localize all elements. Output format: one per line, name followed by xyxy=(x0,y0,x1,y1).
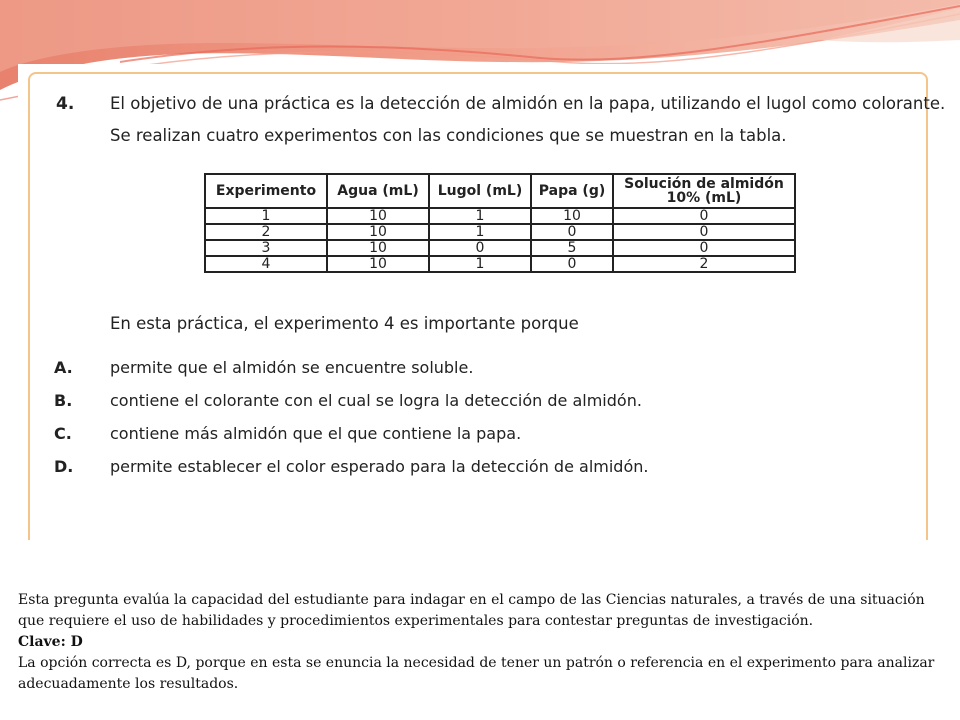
option-letter: B. xyxy=(54,391,73,410)
option-text: permite que el almidón se encuentre soluble. xyxy=(110,358,474,377)
header-experimento: Experimento xyxy=(205,174,327,208)
table-row xyxy=(205,224,795,240)
table-cell: 5 xyxy=(531,240,613,256)
table-cell: 0 xyxy=(531,224,613,240)
header-papa: Papa (g) xyxy=(531,174,613,208)
table-cell: 10 xyxy=(327,240,429,256)
option-letter: D. xyxy=(54,457,74,476)
question-stem-line-2: Se realizan cuatro experimentos con las condiciones que se muestran en la tabla. xyxy=(110,126,787,145)
table-cell: 0 xyxy=(613,224,795,240)
table-cell: 2 xyxy=(205,224,327,240)
question-slide xyxy=(18,64,946,540)
table-cell: 0 xyxy=(429,240,531,256)
table-cell: 10 xyxy=(531,208,613,224)
table-row xyxy=(205,256,795,272)
experiment-table xyxy=(204,173,796,273)
option-text: contiene más almidón que el que contiene la papa. xyxy=(110,424,522,443)
table-row xyxy=(205,240,795,256)
table-row xyxy=(205,208,795,224)
answer-key: Clave: D xyxy=(18,634,83,650)
table-cell: 1 xyxy=(429,256,531,272)
option-text: permite establecer el color esperado para la detección de almidón. xyxy=(110,457,649,476)
question-number: 4. xyxy=(56,94,75,114)
question-prompt: En esta práctica, el experimento 4 es importante porque xyxy=(110,314,579,333)
option-text: contiene el colorante con el cual se logra la detección de almidón. xyxy=(110,391,642,410)
table-cell: 2 xyxy=(613,256,795,272)
explanation-justification: La opción correcta es D, porque en esta se enuncia la necesidad de tener un patrón o referencia en el experimento para analizar adecuadamente los resultados. xyxy=(18,655,935,692)
table-cell: 10 xyxy=(327,208,429,224)
option-letter: A. xyxy=(54,358,73,377)
table-cell: 1 xyxy=(205,208,327,224)
table-cell: 0 xyxy=(613,208,795,224)
table-cell: 1 xyxy=(429,224,531,240)
table-cell: 1 xyxy=(429,208,531,224)
header-lugol: Lugol (mL) xyxy=(429,174,531,208)
table-cell: 10 xyxy=(327,256,429,272)
header-solucion-almidon: Solución de almidón 10% (mL) xyxy=(613,174,795,208)
table-cell: 10 xyxy=(327,224,429,240)
table-cell: 3 xyxy=(205,240,327,256)
question-stem-line-1: El objetivo de una práctica es la detección de almidón en la papa, utilizando el lugol como colorante. xyxy=(110,94,946,113)
table-cell: 0 xyxy=(531,256,613,272)
table-cell: 4 xyxy=(205,256,327,272)
header-agua: Agua (mL) xyxy=(327,174,429,208)
table-header-row xyxy=(205,174,795,208)
option-letter: C. xyxy=(54,424,72,443)
table-cell: 0 xyxy=(613,240,795,256)
explanation-text xyxy=(18,590,938,695)
explanation-intro: Esta pregunta evalúa la capacidad del estudiante para indagar en el campo de las Ciencias naturales, a través de una situación que requiere el uso de habilidades y procedimientos experimentales para contestar preguntas de investigación. xyxy=(18,592,925,629)
